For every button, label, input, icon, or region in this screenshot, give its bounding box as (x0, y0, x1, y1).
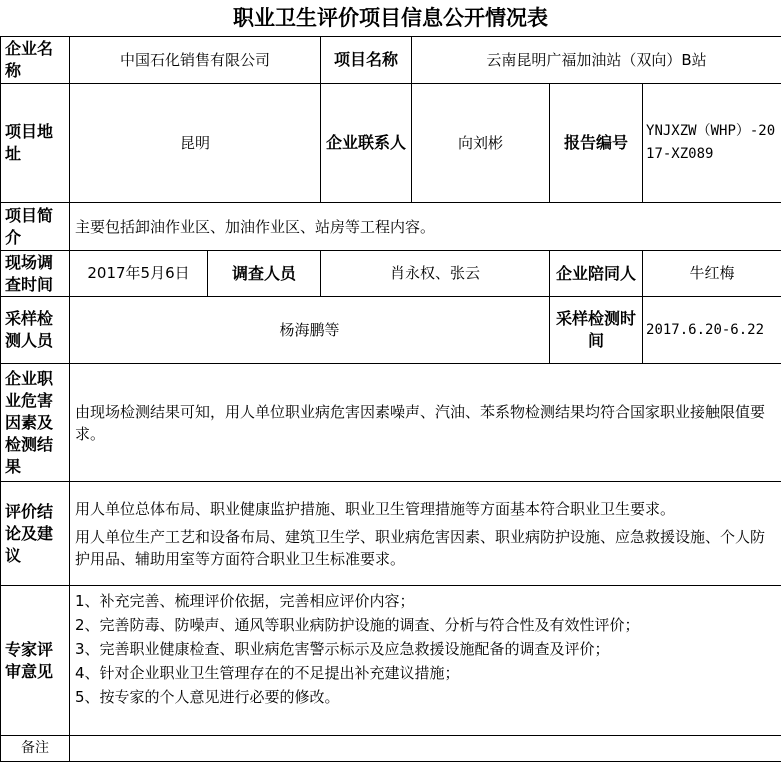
conclusion-paragraph-2: 用人单位生产工艺和设备布局、建筑卫生学、职业病危害因素、职业病防护设施、应急救援设施、个人防护用品、辅助用室等方面符合职业卫生标准要求。 (75, 526, 778, 570)
remark-value (70, 736, 781, 762)
expert-label: 专家评审意见 (1, 586, 70, 736)
conclusion-paragraph-1: 用人单位总体布局、职业健康监护措施、职业卫生管理措施等方面基本符合职业卫生要求。 (75, 498, 778, 520)
surveyor-value: 肖永权、张云 (321, 251, 550, 297)
sampler-label: 采样检测人员 (1, 297, 70, 364)
remark-label: 备注 (1, 736, 70, 762)
surveyor-label: 调查人员 (208, 251, 321, 297)
company-value: 中国石化销售有限公司 (70, 37, 321, 84)
conclusion-label: 评价结论及建议 (1, 482, 70, 586)
company-label: 企业名称 (1, 37, 70, 84)
expert-list (70, 586, 781, 736)
escort-label: 企业陪同人 (550, 251, 643, 297)
row-address (1, 84, 781, 203)
expert-item: 1、补充完善、梳理评价依据，完善相应评价内容； (75, 589, 778, 613)
survey-time-value: 2017年5月6日 (70, 251, 208, 297)
intro-value: 主要包括卸油作业区、加油作业区、站房等工程内容。 (70, 203, 781, 251)
row-intro (1, 203, 781, 251)
report-no-value: YNJXZW（WHP）-2017-XZ089 (643, 84, 781, 203)
sample-time-value: 2017.6.20-6.22 (643, 297, 781, 364)
escort-value: 牛红梅 (643, 251, 781, 297)
hazard-label: 企业职业危害因素及检测结果 (1, 364, 70, 482)
project-name-label: 项目名称 (321, 37, 412, 84)
hazard-value: 由现场检测结果可知，用人单位职业病危害因素噪声、汽油、苯系物检测结果均符合国家职业接触限值要求。 (70, 364, 781, 482)
row-survey (1, 251, 781, 297)
row-expert (1, 586, 781, 736)
expert-item: 2、完善防毒、防噪声、通风等职业病防护设施的调查、分析与符合性及有效性评价； (75, 613, 778, 637)
row-hazard (1, 364, 781, 482)
row-sampler (1, 297, 781, 364)
report-no-label: 报告编号 (550, 84, 643, 203)
project-name-value: 云南昆明广福加油站（双向）B站 (412, 37, 781, 84)
conclusion-value (70, 482, 781, 586)
row-remark (1, 736, 781, 762)
expert-item: 5、按专家的个人意见进行必要的修改。 (75, 685, 778, 709)
address-label: 项目地址 (1, 84, 70, 203)
contact-value: 向刘彬 (412, 84, 550, 203)
sampler-value: 杨海鹏等 (70, 297, 550, 364)
sample-time-label: 采样检测时间 (550, 297, 643, 364)
address-value: 昆明 (70, 84, 321, 203)
page-title: 职业卫生评价项目信息公开情况表 (0, 0, 781, 36)
info-table (0, 36, 781, 762)
contact-label: 企业联系人 (321, 84, 412, 203)
row-company (1, 37, 781, 84)
survey-time-label: 现场调查时间 (1, 251, 70, 297)
intro-label: 项目简介 (1, 203, 70, 251)
expert-item: 4、针对企业职业卫生管理存在的不足提出补充建议措施； (75, 661, 778, 685)
row-conclusion (1, 482, 781, 586)
expert-item: 3、完善职业健康检查、职业病危害警示标示及应急救援设施配备的调查及评价； (75, 637, 778, 661)
